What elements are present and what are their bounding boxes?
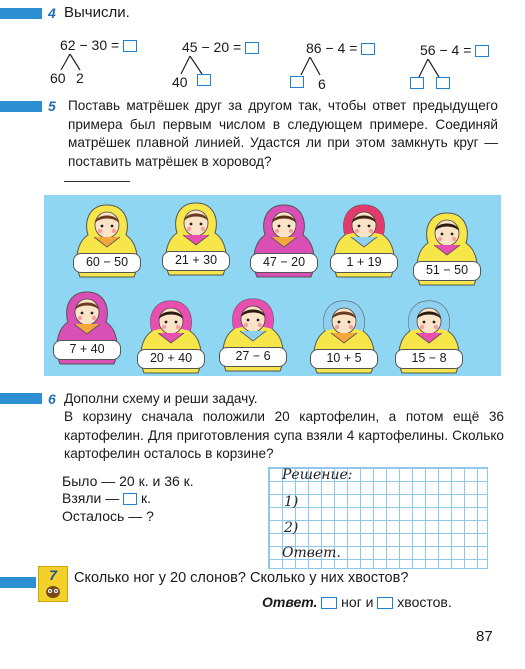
task6-text: В корзину сначала положили 20 картофелин, а потом ещё 36 картофелин. Для приготовления супа взяли 4 картофелины. Сколько картофелин осталось в корзине? [64, 409, 504, 461]
task4-example-2 [182, 39, 259, 55]
task4-example-4-expr: 56 − 4 = [420, 42, 472, 58]
doll[interactable] [307, 299, 381, 379]
doll[interactable] [70, 203, 144, 283]
task4-title: Вычисли. [64, 4, 130, 21]
scheme-took-post: к. [141, 490, 152, 506]
task4-example-1-expr: 62 − 30 = [60, 37, 120, 53]
task5-number: 5 [48, 98, 56, 114]
answer-box[interactable] [475, 45, 489, 57]
doll-label: 27 − 6 [219, 347, 287, 367]
doll[interactable] [134, 299, 208, 379]
solution-step-2: 2) [284, 520, 299, 536]
task4-example-3 [306, 40, 375, 56]
split-lines-4 [412, 59, 446, 79]
scheme-left: Осталось — ? [62, 508, 154, 524]
split-box[interactable] [436, 77, 450, 89]
split-lines-3 [296, 57, 330, 77]
split-box[interactable] [290, 76, 304, 88]
split-right-3: 6 [318, 76, 326, 92]
answer-box[interactable] [245, 42, 259, 54]
split-box[interactable] [410, 77, 424, 89]
task4-example-1 [60, 37, 137, 53]
doll[interactable] [159, 201, 233, 281]
answer-box[interactable] [361, 43, 375, 55]
star-task-badge [38, 566, 68, 602]
task6-marker [0, 393, 42, 404]
doll-label: 20 + 40 [137, 349, 205, 369]
answer-box[interactable] [123, 40, 137, 52]
doll-label: 60 − 50 [73, 253, 141, 273]
split-right-1: 2 [76, 70, 84, 86]
doll-label: 10 + 5 [310, 349, 378, 369]
task6-number: 6 [48, 391, 56, 407]
split-left-2: 40 [172, 74, 188, 90]
scheme-took [62, 490, 151, 506]
task5-text: Поставь матрёшек друг за другом так, чтобы ответ предыдущего примера был первым числом в следующем примере. Соединяй матрёшек плавной линией. Удастся ли при этом замкнуть круг — поставить матрёшек в хоровод? [68, 98, 498, 169]
task7-marker [0, 577, 36, 588]
solution-title: Решение: [282, 467, 353, 483]
scheme-took-pre: Взяли — [62, 490, 120, 506]
doll[interactable] [327, 203, 401, 283]
task7-number: 7 [49, 567, 57, 583]
task7-answer [262, 594, 452, 610]
doll[interactable] [410, 211, 484, 291]
task5-underline [64, 181, 130, 182]
task6-line1: Дополни схему и реши задачу. [64, 391, 258, 406]
task7-answer-end: хвостов. [397, 594, 452, 610]
dolls-panel [44, 195, 501, 376]
doll-label: 21 + 30 [162, 251, 230, 271]
task5-marker [0, 101, 42, 112]
doll[interactable] [247, 203, 321, 283]
doll-label: 7 + 40 [53, 340, 121, 360]
scheme-box[interactable] [123, 493, 137, 505]
task7-answer-label: Ответ. [262, 594, 318, 610]
doll[interactable] [216, 297, 290, 377]
doll-label: 47 − 20 [250, 253, 318, 273]
doll[interactable] [50, 290, 124, 370]
split-left-1: 60 [50, 70, 66, 86]
answer-box[interactable] [321, 597, 337, 609]
doll-label: 1 + 19 [330, 253, 398, 273]
solution-answer: Ответ. [282, 545, 341, 561]
doll[interactable] [392, 299, 466, 379]
owl-icon [39, 583, 67, 599]
task4-number: 4 [48, 5, 56, 21]
task4-marker [0, 8, 42, 19]
scheme-was: Было — 20 к. и 36 к. [62, 473, 194, 489]
task4-example-2-expr: 45 − 20 = [182, 39, 242, 55]
doll-label: 15 − 8 [395, 349, 463, 369]
page-number: 87 [476, 628, 493, 645]
solution-step-1: 1) [284, 494, 299, 510]
task7-text: Сколько ног у 20 слонов? Сколько у них хвостов? [74, 570, 409, 586]
task4-example-3-expr: 86 − 4 = [306, 40, 358, 56]
split-box[interactable] [197, 74, 211, 86]
answer-box[interactable] [377, 597, 393, 609]
split-lines-2 [176, 56, 210, 76]
doll-label: 51 − 50 [413, 261, 481, 281]
task7-answer-mid: ног и [341, 594, 374, 610]
task4-example-4 [420, 42, 489, 58]
